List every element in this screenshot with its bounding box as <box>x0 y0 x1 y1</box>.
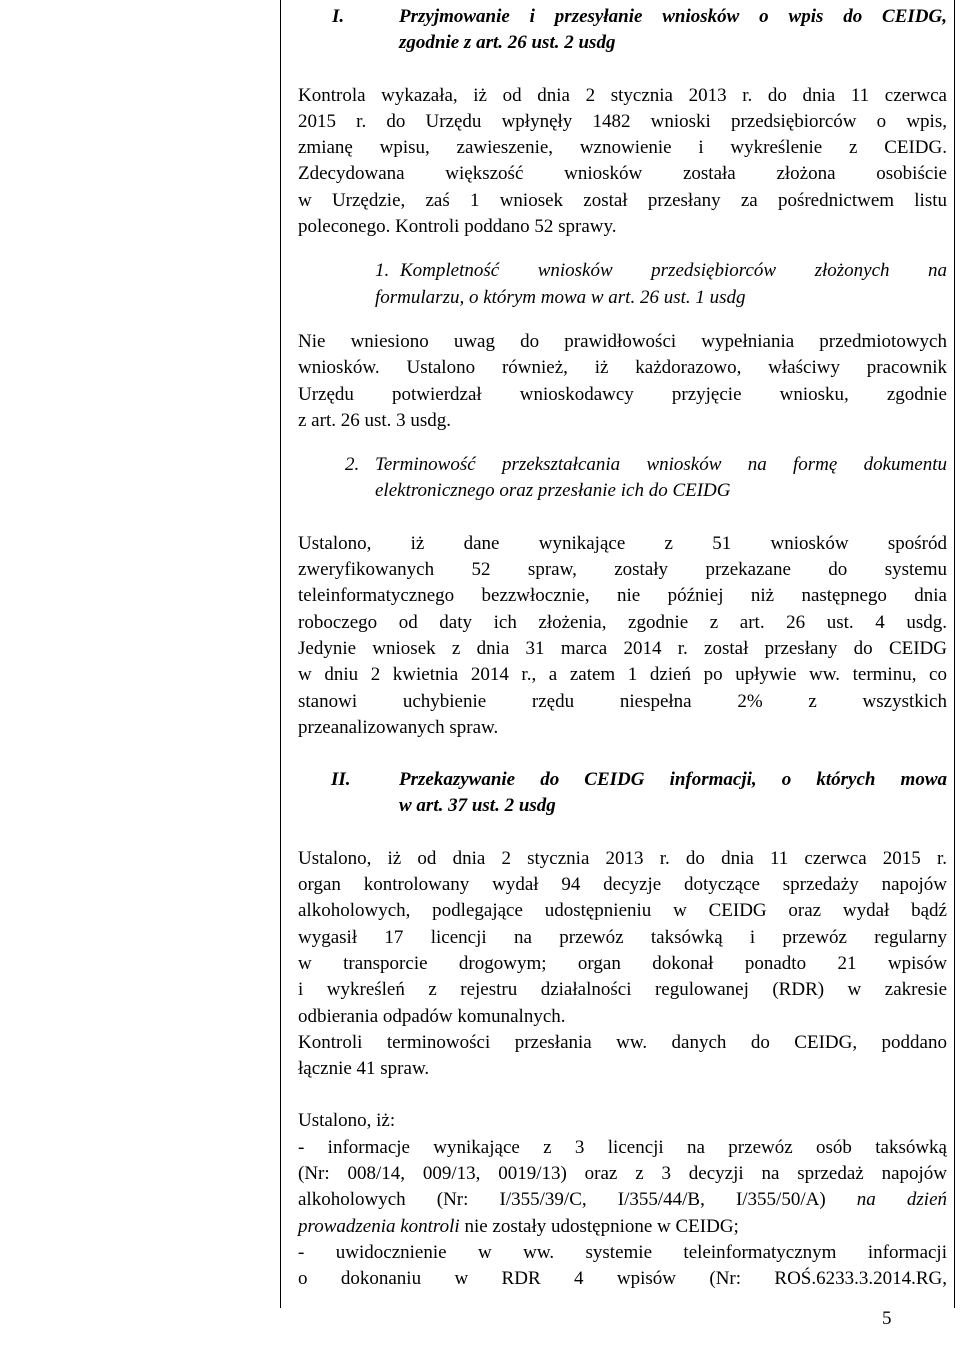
subsection-1-heading <box>298 258 947 284</box>
paragraph-italic-text: na dzień <box>856 1189 948 1211</box>
subsection-2-title-line-1: Terminowość przekształcania wniosków na formę dokumentu <box>375 454 947 476</box>
paragraph-2 <box>298 329 947 434</box>
section-ii-numeral: II. <box>331 769 351 791</box>
paragraph-line: Ustalono, iż dane wynikające z 51 wniosków spośród <box>298 532 947 554</box>
paragraph-line: Kontroli terminowości przesłania ww. danych do CEIDG, poddano <box>298 1031 947 1053</box>
paragraph-line: zweryfikowanych 52 spraw, zostały przekazane do systemu <box>298 559 947 581</box>
section-i-numeral: I. <box>332 6 345 27</box>
paragraph-line: Urzędu potwierdzał wnioskodawcy przyjęcie wniosku, zgodnie <box>298 383 947 405</box>
section-ii-heading <box>298 767 947 793</box>
section-i-heading-cont <box>298 30 947 56</box>
paragraph-4 <box>298 846 947 1030</box>
paragraph-line: teleinformatycznego bezzwłocznie, nie później niż następnego dnia <box>298 585 947 607</box>
paragraph-line: 2015 r. do Urzędu wpłynęły 1482 wnioski przedsiębiorców o wpis, <box>298 110 947 132</box>
subsection-1-heading-cont <box>298 285 947 311</box>
paragraph-line-mixed <box>298 1214 947 1240</box>
paragraph-line: stanowi uchybienie rzędu niespełna 2% z wszystkich <box>298 690 947 712</box>
paragraph-line: organ kontrolowany wydał 94 decyzje dotyczące sprzedaży napojów <box>298 874 947 896</box>
paragraph-line: zmianę wpisu, zawieszenie, wznowienie i wykreślenie z CEIDG. <box>298 137 947 159</box>
subsection-1-title-line-2: formularzu, o którym mowa w art. 26 ust. 1 usdg <box>375 286 746 308</box>
paragraph-line: w dniu 2 kwietnia 2014 r., a zatem 1 dzień po upływie ww. terminu, co <box>298 664 947 686</box>
paragraph-line: wniosków. Ustalono również, iż każdorazowo, właściwy pracownik <box>298 357 947 379</box>
paragraph-5 <box>298 1030 947 1083</box>
paragraph-line: wygasił 17 licencji na przewóz taksówką i przewóz regularny <box>298 926 947 948</box>
paragraph-line: łącznie 41 spraw. <box>298 1058 430 1080</box>
paragraph-line: Kontrola wykazała, iż od dnia 2 stycznia 2013 r. do dnia 11 czerwca <box>298 84 947 106</box>
paragraph-line: Ustalono, iż od dnia 2 stycznia 2013 r. do dnia 11 czerwca 2015 r. <box>298 847 947 869</box>
paragraph-line: i wykreśleń z rejestru działalności regulowanej (RDR) w zakresie <box>298 979 947 1001</box>
paragraph-line: w Urzędzie, zaś 1 wniosek został przesłany za pośrednictwem listu <box>298 189 947 211</box>
subsection-2-heading <box>298 452 947 478</box>
section-ii-title-line-1: Przekazywanie do CEIDG informacji, o których mowa <box>399 769 947 791</box>
paragraph-text: nie zostały udostępnione w CEIDG; <box>459 1215 739 1237</box>
paragraph-line: Jedynie wniosek z dnia 31 marca 2014 r. został przesłany do CEIDG <box>298 637 947 659</box>
paragraph-1 <box>298 83 947 241</box>
paragraph-line: (Nr: 008/14, 009/13, 0019/13) oraz z 3 decyzji na sprzedaż napojów <box>298 1162 947 1184</box>
paragraph-6 <box>298 1108 947 1292</box>
paragraph-line: - informacje wynikające z 3 licencji na przewóz osób taksówką <box>298 1136 947 1158</box>
paragraph-line: przeanalizowanych spraw. <box>298 716 499 738</box>
paragraph-line: odbierania odpadów komunalnych. <box>298 1005 566 1027</box>
paragraph-line: - uwidocznienie w ww. systemie teleinformatycznym informacji <box>298 1241 947 1263</box>
paragraph-line: w transporcie drogowym; organ dokonał ponadto 21 wpisów <box>298 952 947 974</box>
document-content <box>298 4 947 1292</box>
table-right-border <box>954 0 955 1308</box>
paragraph-text: alkoholowych (Nr: I/355/39/C, I/355/44/B, I/355/50/A) <box>298 1189 857 1211</box>
paragraph-line: o dokonaniu w RDR 4 wpisów (Nr: ROŚ.6233.3.2014.RG, <box>298 1268 947 1290</box>
subsection-2-title-line-2: elektronicznego oraz przesłanie ich do CEIDG <box>375 480 731 502</box>
paragraph-3 <box>298 531 947 741</box>
table-left-border <box>280 0 281 1308</box>
subsection-1-title-line-1: Kompletność wniosków przedsiębiorców złożonych na <box>400 260 947 282</box>
page-number: 5 <box>882 1308 892 1329</box>
section-i-title-line-1: Przyjmowanie i przesyłanie wniosków o wpis do CEIDG, <box>399 6 947 27</box>
paragraph-line: poleconego. Kontroli poddano 52 sprawy. <box>298 216 617 238</box>
paragraph-line: Nie wniesiono uwag do prawidłowości wypełniania przedmiotowych <box>298 330 947 352</box>
subsection-2-number: 2. <box>345 454 360 476</box>
paragraph-line-mixed <box>298 1187 947 1213</box>
subsection-2-heading-cont <box>298 478 947 504</box>
subsection-1-number: 1. <box>375 260 390 282</box>
paragraph-italic-text: prowadzenia kontroli <box>298 1215 460 1237</box>
section-ii-title-line-2: w art. 37 ust. 2 usdg <box>399 795 556 817</box>
paragraph-line: Zdecydowana większość wniosków została złożona osobiście <box>298 163 947 185</box>
paragraph-line: roboczego od daty ich złożenia, zgodnie z art. 26 ust. 4 usdg. <box>298 611 947 633</box>
paragraph-intro: Ustalono, iż: <box>298 1110 396 1132</box>
paragraph-line: z art. 26 ust. 3 usdg. <box>298 409 452 431</box>
section-ii-heading-cont <box>298 793 947 819</box>
section-i-title-line-2: zgodnie z art. 26 ust. 2 usdg <box>399 32 616 54</box>
section-i-heading <box>298 4 947 30</box>
paragraph-line: alkoholowych, podlegające udostępnieniu w CEIDG oraz wydał bądź <box>298 900 947 922</box>
